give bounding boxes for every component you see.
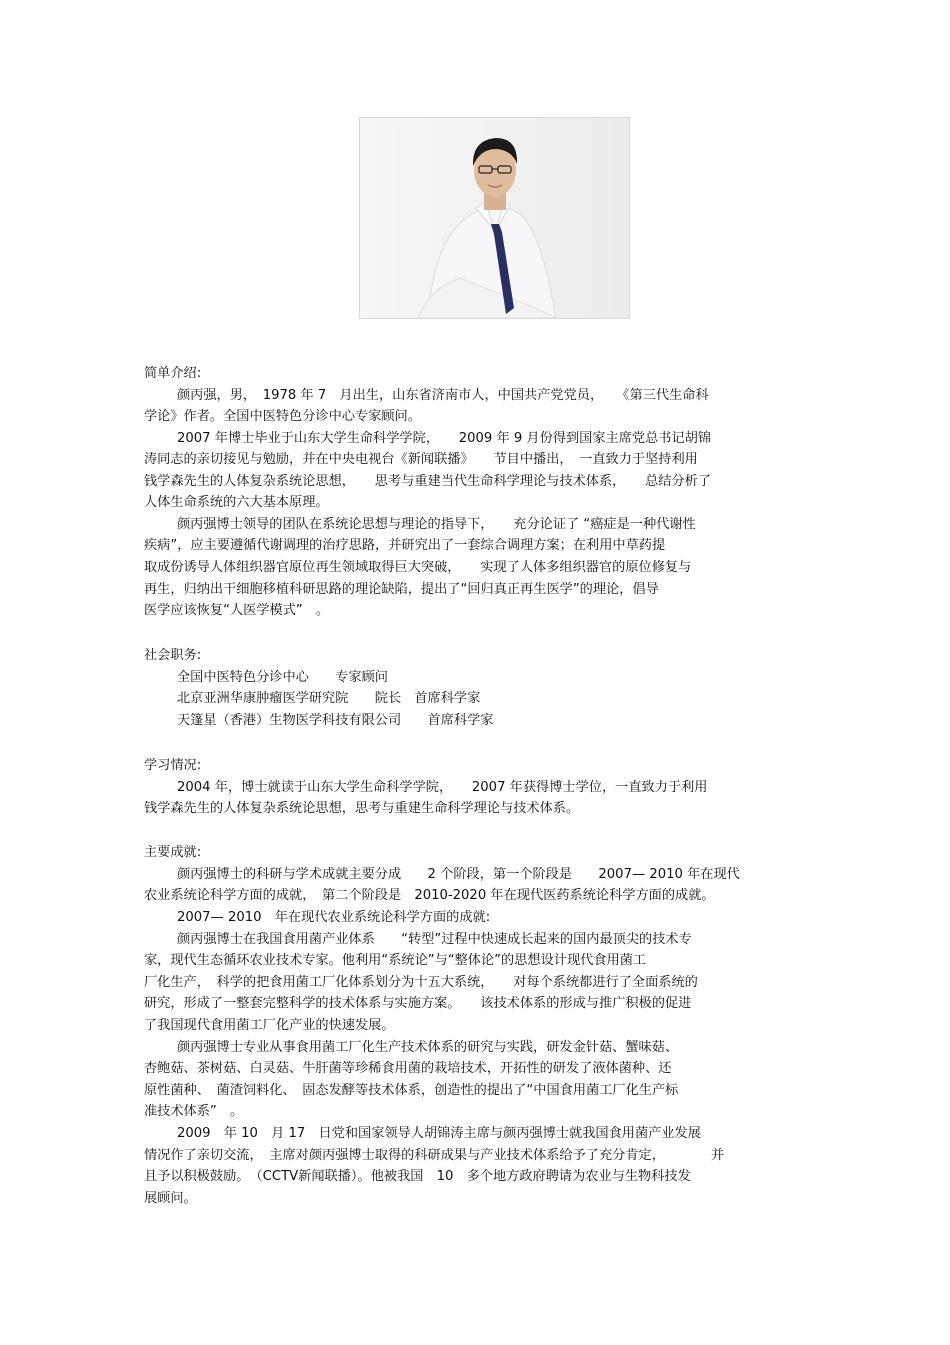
intro-heading: 简单介绍: (144, 366, 202, 381)
achievement-line: 颜丙强博士在我国食用菌产业体系 “转型”过程中快速成长起来的国内最顶尖的技术专 (177, 932, 692, 947)
intro-line: 疾病”，应主要遵循代谢调理的治疗思路，并研究出了一套综合调理方案；在利用中草药提 (144, 538, 666, 553)
achievements-heading: 主要成就: (144, 845, 202, 860)
achievement-line: 厂化生产， 科学的把食用菌工厂化体系划分为十五大系统， 对每个系统都进行了全面系统的 (144, 975, 698, 990)
study-line: 钱学森先生的人体复杂系统论思想，思考与重建生命科学理论与技术体系。 (144, 801, 580, 816)
intro-line: 2007 年博士毕业于山东大学生命科学学院， 2009 年 9 月份得到国家主席党总书记胡锦 (177, 431, 712, 446)
achievement-line: 情况作了亲切交流， 主席对颜丙强博士取得的科研成果与产业技术体系给予了充分肯定， 并 (144, 1148, 725, 1163)
duty-item: 北京亚洲华康肿瘤医学研究院 院长 首席科学家 (177, 691, 481, 706)
duty-item: 全国中医特色分诊中心 专家顾问 (177, 670, 388, 685)
intro-line: 颜丙强博士领导的团队在系统论思想与理论的指导下， 充分论证了 “癌症是一种代谢性 (177, 517, 696, 532)
achievement-line: 颜丙强博士的科研与学术成就主要分成 2 个阶段，第一个阶段是 2007— 2010 年在现代 (177, 867, 740, 882)
achievement-line: 准技术体系” 。 (144, 1104, 244, 1119)
intro-line: 人体生命系统的六大基本原理。 (144, 495, 329, 510)
duty-item: 天篷星（香港）生物医学科技有限公司 首席科学家 (177, 713, 494, 728)
portrait-photo (359, 117, 630, 319)
achievement-line: 杏鲍菇、茶树菇、白灵菇、牛肝菌等珍稀食用菌的栽培技术，开拓性的研发了液体菌种、还 (144, 1061, 672, 1076)
intro-line: 涛同志的亲切接见与勉励，并在中央电视台《新闻联播》 节目中播出， 一直致力于坚持利用 (144, 452, 698, 467)
achievement-line: 原性菌种、 菌渣饲料化、 固态发酵等技术体系，创造性的提出了“中国食用菌工厂化生产标 (144, 1083, 679, 1098)
study-heading: 学习情况: (144, 758, 202, 773)
achievement-line: 且予以积极鼓励。 （CCTV新闻联播）。他被我国 10 多个地方政府聘请为农业与生物科技发 (144, 1169, 691, 1184)
achievement-line: 家，现代生态循环农业技术专家。他利用“系统论”与“整体论”的思想设计现代食用菌工 (144, 953, 647, 968)
intro-line: 取成份诱导人体组织器官原位再生领域取得巨大突破， 实现了人体多组织器官的原位修复与 (144, 560, 692, 575)
intro-line: 学论》作者。全国中医特色分诊中心专家顾问。 (144, 409, 421, 424)
duties-heading: 社会职务: (144, 648, 202, 663)
intro-line: 颜丙强，男， 1978 年 7 月出生，山东省济南市人，中国共产党党员， 《第三代生命科 (177, 388, 709, 403)
achievement-line: 农业系统论科学方面的成就， 第二个阶段是 2010-2020 年在现代医药系统论科学方面的成就。 (144, 888, 715, 903)
achievement-line: 研究，形成了一整套完整科学的技术体系与实施方案。 该技术体系的形成与推广积极的促进 (144, 996, 692, 1011)
achievement-line: 2007— 2010 年在现代农业系统论科学方面的成就: (177, 910, 491, 925)
achievement-line: 颜丙强博士专业从事食用菌工厂化生产技术体系的研究与实践，研发金针菇、蟹味菇、 (177, 1040, 679, 1055)
intro-line: 再生，归纳出干细胞移植科研思路的理论缺陷，提出了“回归真正再生医学”的理论，倡导 (144, 582, 659, 597)
intro-line: 医学应该恢复“人医学模式” 。 (144, 603, 330, 618)
intro-line: 钱学森先生的人体复杂系统论思想， 思考与重建当代生命科学理论与技术体系， 总结分析了 (144, 474, 712, 489)
achievement-line: 展顾问。 (144, 1191, 197, 1206)
achievement-line: 了我国现代食用菌工厂化产业的快速发展。 (144, 1018, 395, 1033)
study-line: 2004 年，博士就读于山东大学生命科学学院， 2007 年获得博士学位，一直致力于利用 (177, 780, 708, 795)
achievement-line: 2009 年 10 月 17 日党和国家领导人胡锦涛主席与颜丙强博士就我国食用菌产业发展 (177, 1126, 701, 1141)
portrait-illustration (360, 118, 629, 318)
